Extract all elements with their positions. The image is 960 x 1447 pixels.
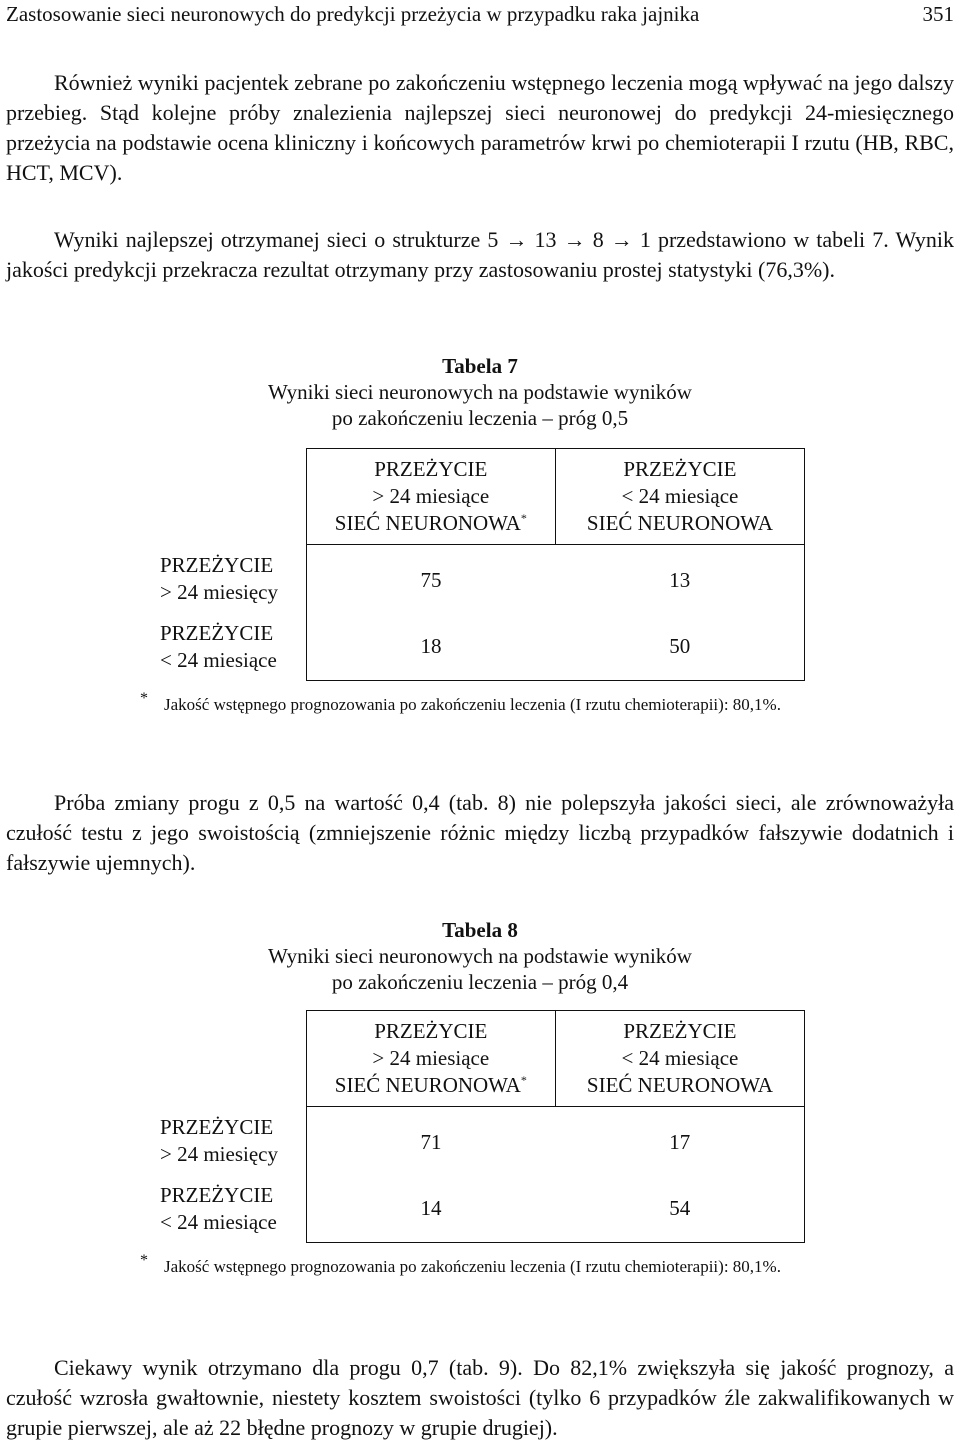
table-7-col-header-1	[306, 449, 555, 545]
table-8-cell-r1-c1: 71	[306, 1107, 555, 1175]
table-7-row-2-header	[150, 613, 306, 681]
col-header-line3: SIEĆ NEURONOWA	[586, 511, 773, 535]
footnote-star: *	[140, 1252, 148, 1269]
table-7-label: Tabela 7	[442, 354, 518, 378]
col-header-line3: SIEĆ NEURONOWA	[334, 511, 521, 535]
row-header-line2: < 24 miesiące	[160, 1209, 277, 1234]
running-title: Zastosowanie sieci neuronowych do predykcji przeżycia w przypadku raka jajnika	[6, 2, 700, 26]
table-7-corner	[150, 449, 306, 545]
table-8-caption	[0, 917, 960, 995]
page-number: 351	[922, 2, 954, 26]
paragraph-3-text: Próba zmiany progu z 0,5 na wartość 0,4 (tab. 8) nie polepszyła jakości sieci, ale zrównoważyła czułość testu z jego swoistością (zmniejszenie różnic między liczbą przypadków fałszywie dodatnich i fałszywie ujemnych).	[6, 790, 954, 875]
col-header-line1: PRZEŻYCIE	[374, 457, 488, 481]
table-8-header-row	[150, 1011, 805, 1107]
table-7-header-row	[150, 449, 805, 545]
table-8-row-1	[150, 1107, 805, 1175]
col-header-line2: > 24 miesiące	[372, 484, 490, 508]
table-7-caption-line2: po zakończeniu leczenia – próg 0,5	[331, 406, 629, 430]
footnote-marker: *	[520, 1073, 527, 1087]
row-header-line1: PRZEŻYCIE	[160, 620, 274, 645]
row-header-line2: > 24 miesięcy	[160, 1141, 278, 1166]
col-header-line2: < 24 miesiące	[621, 1046, 739, 1070]
paragraph-3	[6, 788, 954, 878]
table-8-caption-line1: Wyniki sieci neuronowych na podstawie wyników	[268, 944, 692, 968]
col-header-line2: < 24 miesiące	[621, 484, 739, 508]
table-7-cell-r1-c1: 75	[306, 545, 555, 613]
col-header-line3: SIEĆ NEURONOWA	[334, 1073, 521, 1097]
table-7-cell-r1-c2: 13	[555, 545, 804, 613]
footnote-text: Jakość wstępnego prognozowania po zakończeniu leczenia (I rzutu chemioterapii): 80,1%.	[164, 695, 781, 714]
footnote-marker: *	[520, 511, 527, 525]
table-7-row-1	[150, 545, 805, 613]
table-8-footnote	[140, 1252, 805, 1281]
running-header	[6, 0, 954, 30]
table-8	[150, 1010, 805, 1243]
row-header-line1: PRZEŻYCIE	[160, 552, 274, 577]
col-header-line1: PRZEŻYCIE	[623, 457, 737, 481]
table-8-caption-line2: po zakończeniu leczenia – próg 0,4	[331, 970, 629, 994]
row-header-line1: PRZEŻYCIE	[160, 1114, 274, 1139]
table-7-cell-r2-c2: 50	[555, 613, 804, 681]
paragraph-2-text: Wyniki najlepszej otrzymanej sieci o strukturze 5 → 13 → 8 → 1 przedstawiono w tabeli 7. Wynik jakości predykcji przekracza rezultat otrzymany przy zastosowaniu prostej statystyki (76,3%).	[6, 227, 954, 282]
row-header-line2: < 24 miesiące	[160, 647, 277, 672]
table-7-caption-line1: Wyniki sieci neuronowych na podstawie wyników	[268, 380, 692, 404]
table-8-col-header-1	[306, 1011, 555, 1107]
table-7-cell-r2-c1: 18	[306, 613, 555, 681]
paragraph-4-text: Ciekawy wynik otrzymano dla progu 0,7 (tab. 9). Do 82,1% zwiększyła się jakość prognozy, a czułość wzrosła gwałtownie, niestety kosztem swoistości (tylko 6 przypadków źle zakwalifikowanych w grupie pierwszej, ale aż 22 błędne prognozy w grupie drugiej).	[6, 1355, 954, 1440]
footnote-star: *	[140, 690, 148, 707]
table-7-row-2	[150, 613, 805, 681]
table-8-corner	[150, 1011, 306, 1107]
row-header-line1: PRZEŻYCIE	[160, 1182, 274, 1207]
table-8-label: Tabela 8	[442, 918, 518, 942]
col-header-line1: PRZEŻYCIE	[623, 1019, 737, 1043]
table-7	[150, 448, 805, 681]
paragraph-4	[6, 1353, 954, 1443]
paragraph-1	[6, 68, 954, 188]
paragraph-1-text: Również wyniki pacjentek zebrane po zakończeniu wstępnego leczenia mogą wpływać na jego dalszy przebieg. Stąd kolejne próby znalezienia najlepszej sieci neuronowej do predykcji 24-miesięcznego przeżycia na podstawie ocena kliniczny i końcowych parametrów krwi po chemioterapii I rzutu (HB, RBC, HCT, MCV).	[6, 70, 954, 185]
table-8-cell-r2-c2: 54	[555, 1175, 804, 1243]
table-7-footnote	[140, 690, 805, 719]
table-8-cell-r1-c2: 17	[555, 1107, 804, 1175]
table-7-row-1-header	[150, 545, 306, 613]
table-8-cell-r2-c1: 14	[306, 1175, 555, 1243]
table-7-col-header-2	[555, 449, 804, 545]
col-header-line2: > 24 miesiące	[372, 1046, 490, 1070]
row-header-line2: > 24 miesięcy	[160, 579, 278, 604]
table-8-row-2-header	[150, 1175, 306, 1243]
footnote-text: Jakość wstępnego prognozowania po zakończeniu leczenia (I rzutu chemioterapii): 80,1%.	[164, 1257, 781, 1276]
table-8-row-2	[150, 1175, 805, 1243]
table-7-caption	[0, 353, 960, 431]
col-header-line3: SIEĆ NEURONOWA	[586, 1073, 773, 1097]
col-header-line1: PRZEŻYCIE	[374, 1019, 488, 1043]
paragraph-2	[6, 225, 954, 285]
table-8-col-header-2	[555, 1011, 804, 1107]
table-8-row-1-header	[150, 1107, 306, 1175]
